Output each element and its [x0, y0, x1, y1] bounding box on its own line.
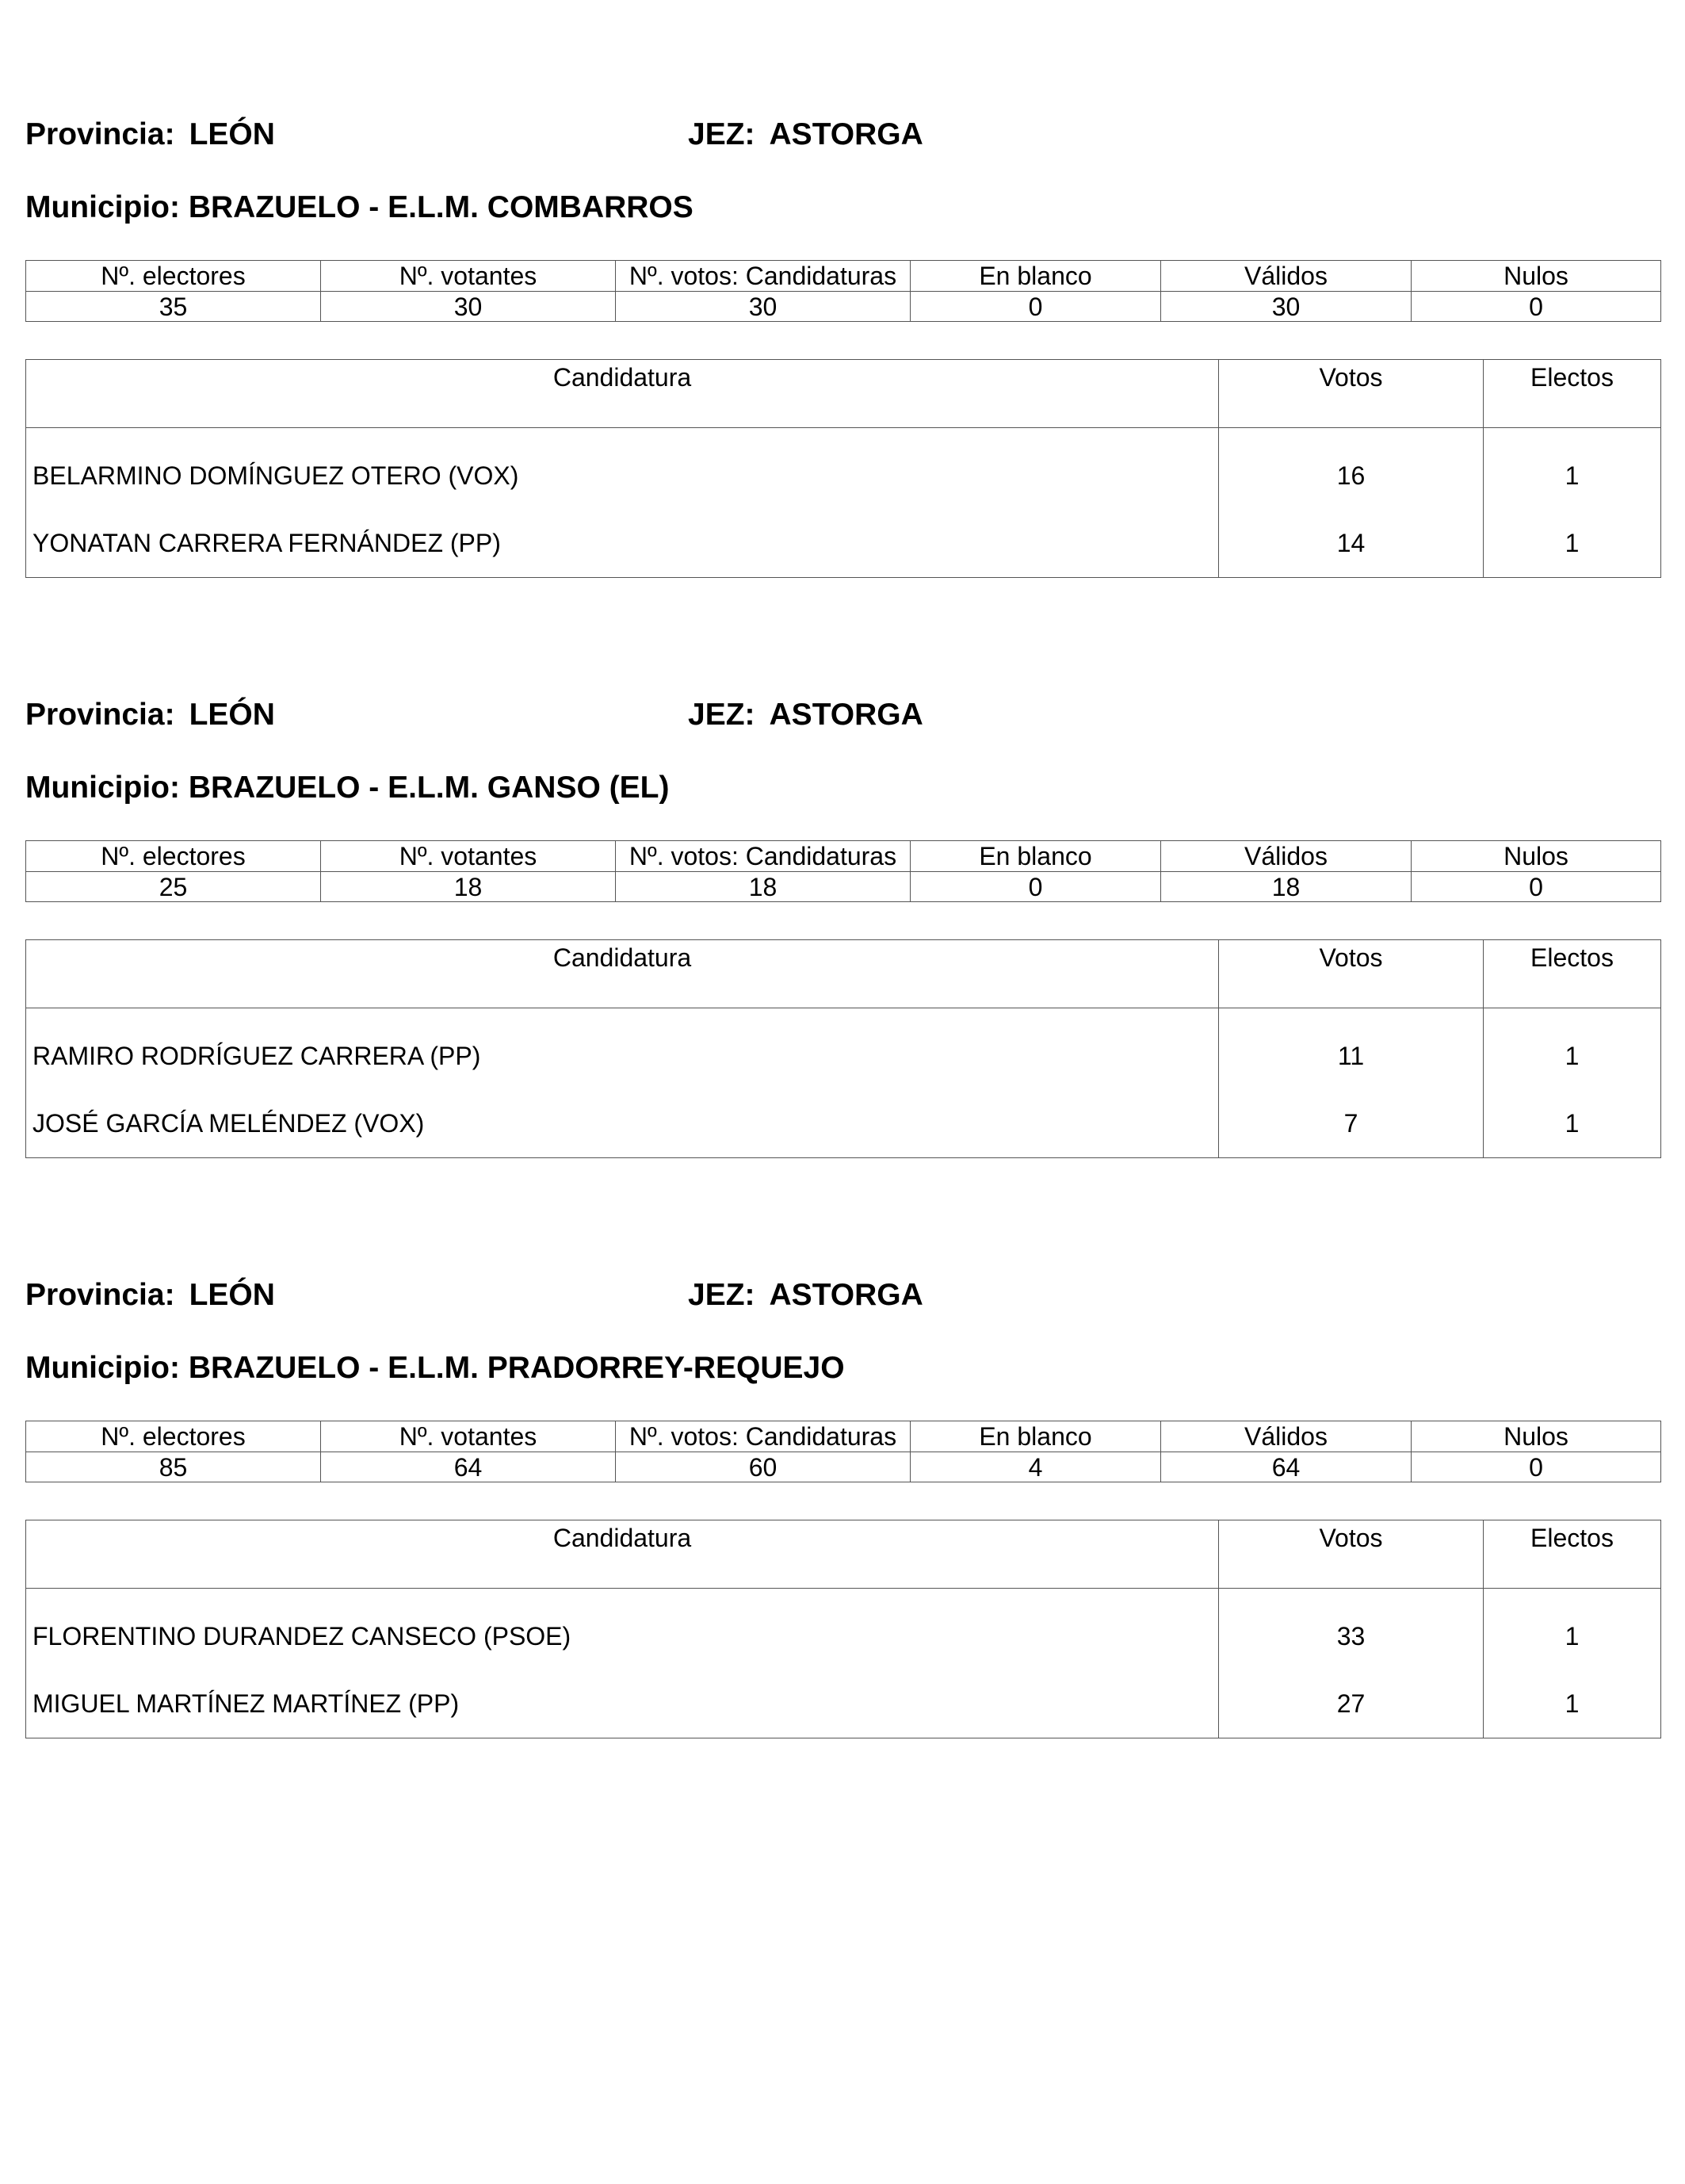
- jez-value: ASTORGA: [769, 117, 923, 151]
- stats-value-cell: 25: [26, 872, 321, 902]
- stats-header-cell: Nº. votantes: [321, 261, 616, 292]
- stats-value-cell: 64: [321, 1452, 616, 1482]
- candidates-table: [25, 1520, 1661, 1738]
- stats-value-cell: 18: [321, 872, 616, 902]
- candidate-name: YONATAN CARRERA FERNÁNDEZ (PP): [26, 510, 1219, 578]
- provincia-label: Provincia:: [25, 1278, 175, 1312]
- candidatura-header: Candidatura: [26, 360, 1219, 428]
- provincia-line: [25, 117, 275, 152]
- jez-line: [688, 117, 923, 152]
- municipio-line: [25, 1351, 845, 1386]
- candidate-row: [26, 510, 1661, 578]
- jez-label: JEZ:: [688, 1278, 755, 1312]
- municipio-line: [25, 771, 669, 805]
- stats-header-cell: Nº. votos: Candidaturas: [616, 841, 911, 872]
- stats-value-row: [26, 1452, 1661, 1482]
- stats-table: [25, 840, 1661, 902]
- stats-value-cell: 85: [26, 1452, 321, 1482]
- candidate-electos: 1: [1484, 1008, 1661, 1091]
- stats-value-cell: 4: [911, 1452, 1161, 1482]
- stats-value-cell: 18: [1161, 872, 1412, 902]
- stats-header-cell: Nulos: [1412, 1421, 1661, 1452]
- municipio-value: BRAZUELO - E.L.M. PRADORREY-REQUEJO: [188, 1351, 845, 1385]
- stats-value-cell: 0: [1412, 872, 1661, 902]
- stats-header-cell: Nº. votantes: [321, 841, 616, 872]
- candidates-header-row: [26, 940, 1661, 1008]
- jez-value: ASTORGA: [769, 1278, 923, 1312]
- candidate-votos: 33: [1219, 1589, 1484, 1671]
- candidates-header-row: [26, 1520, 1661, 1589]
- candidate-electos: 1: [1484, 1589, 1661, 1671]
- candidate-name: FLORENTINO DURANDEZ CANSECO (PSOE): [26, 1589, 1219, 1671]
- stats-header-cell: Nº. electores: [26, 261, 321, 292]
- electos-header: Electos: [1484, 940, 1661, 1008]
- stats-header-cell: Nº. votos: Candidaturas: [616, 261, 911, 292]
- stats-value-cell: 0: [1412, 1452, 1661, 1482]
- candidate-electos: 1: [1484, 1090, 1661, 1158]
- candidate-electos: 1: [1484, 510, 1661, 578]
- provincia-label: Provincia:: [25, 698, 175, 732]
- stats-value-cell: 30: [1161, 292, 1412, 322]
- candidate-row: [26, 1670, 1661, 1738]
- municipio-label: Municipio:: [25, 771, 180, 805]
- candidate-votos: 14: [1219, 510, 1484, 578]
- jez-label: JEZ:: [688, 698, 755, 732]
- candidates-table: [25, 939, 1661, 1158]
- stats-header-cell: Nº. votos: Candidaturas: [616, 1421, 911, 1452]
- candidatura-header: Candidatura: [26, 1520, 1219, 1589]
- stats-value-row: [26, 292, 1661, 322]
- votos-header: Votos: [1219, 360, 1484, 428]
- stats-value-cell: 0: [911, 872, 1161, 902]
- candidate-name: RAMIRO RODRÍGUEZ CARRERA (PP): [26, 1008, 1219, 1091]
- votos-header: Votos: [1219, 1520, 1484, 1589]
- stats-header-cell: Nº. electores: [26, 1421, 321, 1452]
- candidate-votos: 11: [1219, 1008, 1484, 1091]
- candidates-header-row: [26, 360, 1661, 428]
- provincia-line: [25, 698, 275, 732]
- stats-value-cell: 64: [1161, 1452, 1412, 1482]
- stats-header-row: [26, 261, 1661, 292]
- stats-header-cell: Nº. votantes: [321, 1421, 616, 1452]
- electos-header: Electos: [1484, 360, 1661, 428]
- stats-header-cell: Nulos: [1412, 841, 1661, 872]
- votos-header: Votos: [1219, 940, 1484, 1008]
- stats-header-row: [26, 841, 1661, 872]
- candidate-votos: 7: [1219, 1090, 1484, 1158]
- candidate-row: [26, 428, 1661, 511]
- municipio-line: [25, 190, 693, 225]
- provincia-value: LEÓN: [189, 117, 275, 151]
- provincia-line: [25, 1278, 275, 1313]
- candidate-name: BELARMINO DOMÍNGUEZ OTERO (VOX): [26, 428, 1219, 511]
- candidate-name: MIGUEL MARTÍNEZ MARTÍNEZ (PP): [26, 1670, 1219, 1738]
- jez-line: [688, 698, 923, 732]
- electos-header: Electos: [1484, 1520, 1661, 1589]
- jez-label: JEZ:: [688, 117, 755, 151]
- stats-value-row: [26, 872, 1661, 902]
- stats-value-cell: 0: [911, 292, 1161, 322]
- stats-value-cell: 18: [616, 872, 911, 902]
- municipio-label: Municipio:: [25, 190, 180, 224]
- stats-table: [25, 1421, 1661, 1482]
- stats-header-cell: En blanco: [911, 841, 1161, 872]
- stats-table: [25, 260, 1661, 322]
- stats-header-cell: Válidos: [1161, 1421, 1412, 1452]
- municipio-value: BRAZUELO - E.L.M. COMBARROS: [188, 190, 693, 224]
- provincia-value: LEÓN: [189, 1278, 275, 1312]
- candidates-table: [25, 359, 1661, 578]
- candidate-row: [26, 1090, 1661, 1158]
- candidate-votos: 16: [1219, 428, 1484, 511]
- stats-header-cell: Válidos: [1161, 261, 1412, 292]
- candidate-row: [26, 1008, 1661, 1091]
- stats-header-cell: En blanco: [911, 261, 1161, 292]
- candidate-row: [26, 1589, 1661, 1671]
- stats-header-cell: Válidos: [1161, 841, 1412, 872]
- stats-value-cell: 35: [26, 292, 321, 322]
- candidate-name: JOSÉ GARCÍA MELÉNDEZ (VOX): [26, 1090, 1219, 1158]
- municipio-value: BRAZUELO - E.L.M. GANSO (EL): [188, 771, 670, 805]
- municipio-label: Municipio:: [25, 1351, 180, 1385]
- stats-value-cell: 60: [616, 1452, 911, 1482]
- stats-header-row: [26, 1421, 1661, 1452]
- stats-value-cell: 30: [321, 292, 616, 322]
- provincia-value: LEÓN: [189, 698, 275, 732]
- stats-header-cell: Nulos: [1412, 261, 1661, 292]
- jez-value: ASTORGA: [769, 698, 923, 732]
- stats-header-cell: En blanco: [911, 1421, 1161, 1452]
- candidate-electos: 1: [1484, 428, 1661, 511]
- stats-value-cell: 0: [1412, 292, 1661, 322]
- candidatura-header: Candidatura: [26, 940, 1219, 1008]
- stats-value-cell: 30: [616, 292, 911, 322]
- candidate-votos: 27: [1219, 1670, 1484, 1738]
- provincia-label: Provincia:: [25, 117, 175, 151]
- candidate-electos: 1: [1484, 1670, 1661, 1738]
- jez-line: [688, 1278, 923, 1313]
- stats-header-cell: Nº. electores: [26, 841, 321, 872]
